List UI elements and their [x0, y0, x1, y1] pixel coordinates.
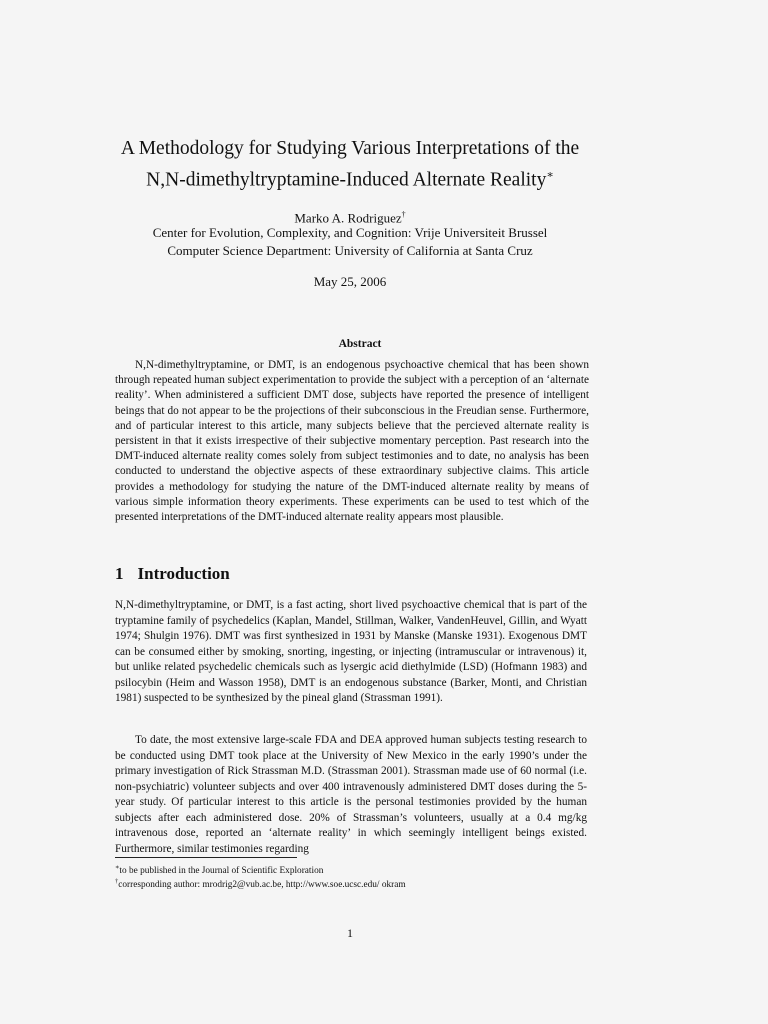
paper-date: May 25, 2006	[313, 274, 387, 289]
abstract-heading: Abstract	[338, 338, 382, 350]
intro-paragraph-2: To date, the most extensive large-scale FDA and DEA approved human subjects testing research to be conducted using DMT took place at the University of New Mexico in the early 1990’s under the primary investigation of Rick Strassman M.D. (Strassman 2001). Strassman made use of 60 normal (i.e. non-psychiatric) volunteer subjects and over 400 intravenously administered DMT doses during the 5-year study. Of particular interest to this article is the personal testimonies provided by the human subjects after each administered dose. 20% of Strassman’s volunteers, usually at a 0.4 mg/kg intravenous dose, reported an ‘alternate reality’ in which seemingly intelligent beings existed. Furthermore, similar testimonies regarding	[115, 734, 587, 855]
section-number: 1	[115, 564, 124, 583]
title-line-2-text: N,N-dimethyltryptamine-Induced Alternate Reality	[146, 169, 547, 191]
abstract-text: N,N-dimethyltryptamine, or DMT, is an endogenous psychoactive chemical that has been shown through repeated human subject experimentation to provide the subject with a perception of an ‘alternate reality’. When administered a sufficient DMT dose, subjects have reported the presence of intelligent beings that do not appear to be the projections of their subconscious in the Freudian sense. Furthermore, and of particular interest to this article, many subjects believe that the percieved alternate reality is persistent in that it exists irrespective of their subjective momentary perception. Past research into the DMT-induced alternate reality comes solely from subject testimonies and to date, no analysis has been conducted to understand the objective aspects of these extraordinary subjective claims. This article provides a methodology for studying the nature of the DMT-induced alternate reality by means of various simple information theory experiments. These experiments can be used to test which of the presented interpretations of the DMT-induced alternate reality appears most plausible.	[115, 359, 589, 524]
footnote-2-text: corresponding author: mrodrig2@vub.ac.be, http://www.soe.ucsc.edu/ okram	[118, 880, 406, 891]
section-title: Introduction	[137, 564, 230, 583]
page-number: 1	[347, 926, 353, 940]
footnote-2	[115, 876, 585, 891]
author-name: Marko A. Rodriguez	[294, 210, 402, 226]
footnote-divider	[115, 857, 297, 858]
affiliation-2: Computer Science Department: University of California at Santa Cruz	[167, 243, 533, 258]
footnote-1-text: to be published in the Journal of Scientific Exploration	[119, 866, 324, 877]
footnote-1	[115, 862, 585, 877]
section-heading	[115, 564, 230, 584]
paper-title	[60, 136, 640, 194]
intro-paragraph-1: N,N-dimethyltryptamine, or DMT, is a fast acting, short lived psychoactive chemical that is part of the tryptamine family of psychedelics (Kaplan, Mandel, Stillman, Walker, VandenHeuvel, Gillin, and Wyatt 1974; Shulgin 1976). DMT was first synthesized in 1931 by Manske (Manske 1931). Exogenous DMT can be consumed either by smoking, snorting, ingesting, or injecting (intramuscular or intravenous) it, but unlike related psychedelic chemicals such as lysergic acid diethylmide (LSD) (Hofmann 1983) and psilocybin (Heim and Wasson 1958), DMT is an endogenous substance (Barker, Monti, and Christian 1981) suspected to be synthesized by the pineal gland (Strassman 1991).	[115, 599, 587, 704]
title-line-1: A Methodology for Studying Various Interpretations of the	[120, 138, 580, 159]
author-footnote-mark: †	[401, 210, 406, 219]
footnote-1-mark: ∗	[115, 864, 120, 871]
footnote-2-mark: †	[115, 878, 119, 885]
title-footnote-mark: ∗	[546, 169, 554, 181]
title-line-2	[60, 162, 640, 194]
affiliation-1: Center for Evolution, Complexity, and Cognition: Vrije Universiteit Brussel	[152, 225, 548, 240]
